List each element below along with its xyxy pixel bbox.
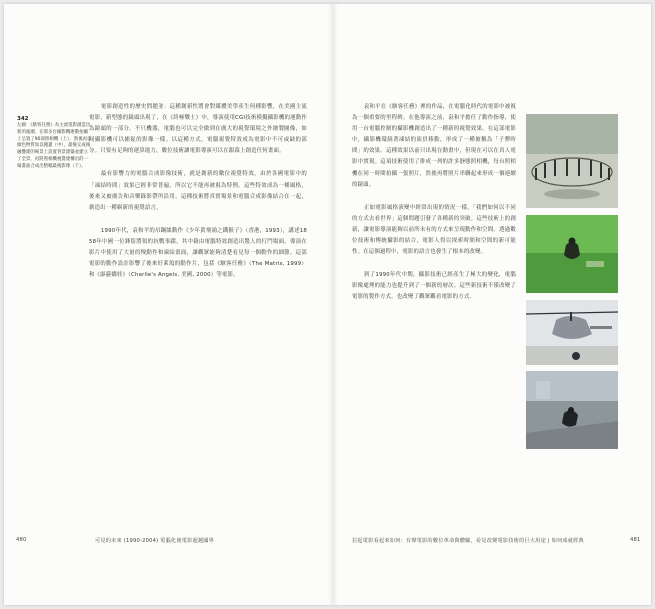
page-gutter [328, 4, 338, 605]
caption-number: 342 [17, 116, 29, 122]
paragraph: 電影創造性的歷史問題並：這種創新性將會對媒體美學產生何種影響，在美國主流電影，新型態的鏡頭出現了，在《終極戰士》中，導演使用CGI技術模擬攝影機的運動作為鏡頭的一部分。不只機器，電腦也可以完全做到在廣大的視覺環境之外繪製圖像，如同攝影機可以捕捉的影像一樣。以這種方式，電腦視覺特效成為電影中不可或缺的部分。只要有足夠的運算能力，數位技術讓電影導演可以在銀幕上創造任何畫面。 [89, 104, 307, 155]
paragraph: 正如電影風格演變中經常出現的情況一樣，「我們如何以不同的方式去看世界」這個問題引發了各種新的突破。這些技術上的創新，讓電影導演能夠以前所未有的方式來呈現動作和空間。透過數位技術和傳統攝影的結合，電影人得以探索時間和空間的新可能性。在這個過程中，電影的語言也發生了根本的改變。 [352, 204, 516, 256]
left-page-number: 480 [16, 537, 27, 543]
right-body-text [352, 102, 516, 304]
photo-green-screen [526, 215, 618, 293]
photo-helicopter [526, 300, 618, 365]
paragraph: 到了1990年代中期，攝影技術已經產生了極大的變化，電腦影像處理的能力也提升到了一個新的層次。這些新技術不僅改變了電影的製作方式，也改變了觀眾觀看電影的方式。 [352, 272, 516, 301]
photo-composite [526, 371, 618, 449]
paragraph: 最有影響力的電腦合成影像技術，就是創新的數位視覺特效。由於各國電影中的「凍結時間」效果已經非常普遍，所以它不能再被視為特例。這些特效成為一種風格，後來又被廣告和音樂錄影帶所沿用。這種技術將真實場景和電腦合成影像結合在一起，創造出一種嶄新的視覺語言。 [89, 171, 307, 211]
left-running-head: 可見的未來 (1990-2004) 電腦化使電影超越國界 [95, 538, 215, 544]
photo-camera-rig [526, 114, 618, 208]
right-page-number: 481 [630, 537, 641, 543]
paragraph: 1990年代，袁和平的吊鋼絲動作《少年黃飛鴻之鐵猴子》（香港，1993），講述1858年中國一位鋒盜將領的抗戰事蹟，其中藉由電腦特效創造出驚人的打鬥場面。導演在影片中使用了大量的慢動作和凍結畫面，讓觀眾能夠清楚看見每一個動作的細節。這部電影的動作設計影響了後來好萊塢的動作片，包括《駭客任務》（The Matrix, 1999）和《霹靂嬌娃》（Charlie's Angels, 美國, 2000）等電影。 [89, 227, 307, 279]
book-spread [4, 4, 651, 605]
right-running-head: 拉起電影看起來如何：有聲電影的數位革命與體驗，看見改變電影技術的巨大用途 | 如何成就經典 [352, 538, 584, 544]
figure-caption: 左圖：《駭客任務》為主流電影創造出新的風潮，在那多台攝影機連動拍攝上呈置了90部照相機（上），然後再以綠色物質加以掩蓋（中），最後完成後融疊建的場景上設置背景建築並建立了全景，再將照相機視覺建構出的一場畫面合成出整幅最後影像（下）。 [17, 123, 92, 169]
left-body-text [89, 102, 307, 281]
paragraph: 袁和平在《駭客任務》裡的作品，在電腦化時代的電影中被視為一個重要的里程碑。在他導演之前，袁和平擔任了動作指導，使用一台電腦控制的攝影機創造出了一種新的視覺效果。在這部電影中，攝影機環繞著凍結的演員移動，形成了一種被稱為「子彈時間」的效果。這種效果以前只出現在動畫中，但現在可以在真人電影中實現。這項技術使用了排成一列的許多靜態照相機，每台照相機在同一時間拍攝一張照片，然後再將照片串聯起來形成一個連續的鏡頭。 [352, 104, 516, 188]
